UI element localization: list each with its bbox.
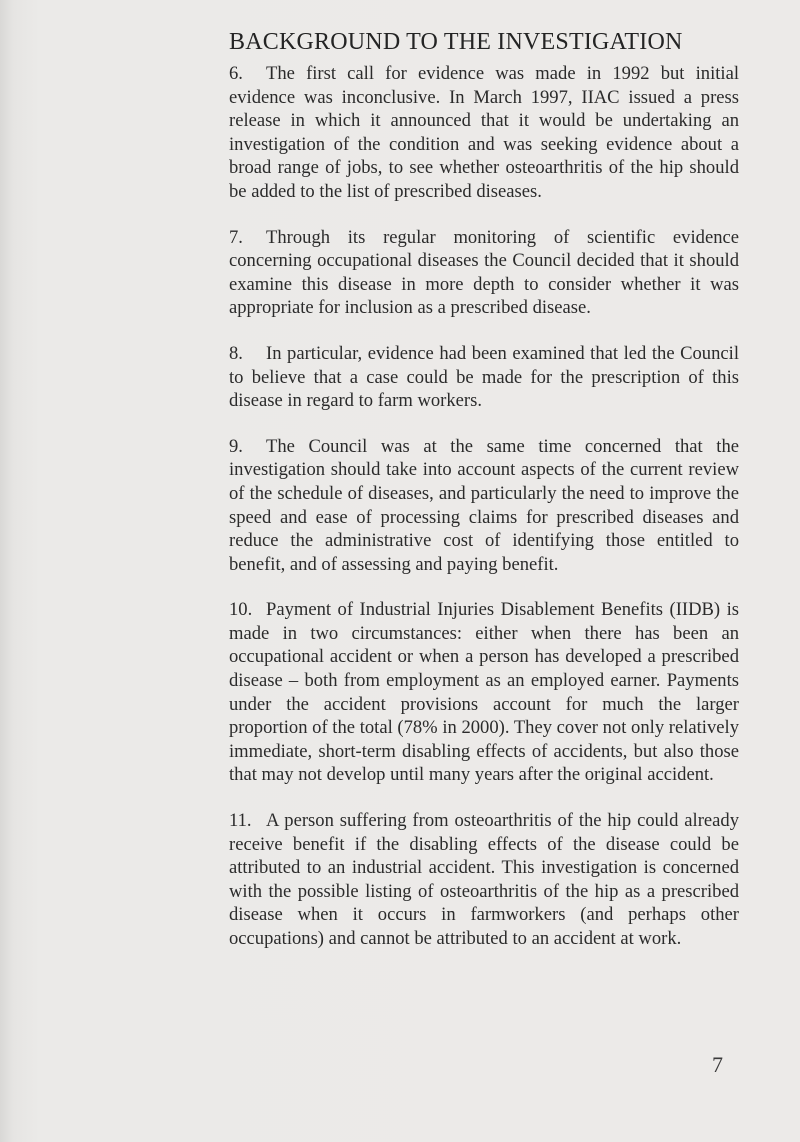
page-number: 7 — [712, 1052, 723, 1077]
paragraph-11 — [229, 809, 739, 951]
paragraph-number: 9. — [229, 435, 243, 457]
paragraph-number: 8. — [229, 342, 243, 364]
paragraph-6 — [229, 62, 739, 204]
paragraph-7 — [229, 226, 739, 320]
paragraph-text: A person suffering from osteoarthritis of the hip could already receive benefit if the disabling effects of the disease could be attributed to an industrial accident. This investigation is concerned with the possible listing of osteoarthritis of the hip as a prescribed disease when it occurs in farmworkers (and perhaps other occupations) and cannot be attributed to an accident at work. — [229, 810, 739, 949]
paragraph-text: The first call for evidence was made in 1992 but initial evidence was inconclusive. In March 1997, IIAC issued a press release in which it announced that it would be undertaking an investigation of the condition and was seeking evidence about a broad range of jobs, to see whether osteoarthritis of the hip should be added to the list of prescribed diseases. — [229, 63, 739, 202]
paragraph-number: 11. — [229, 810, 252, 832]
paragraph-text: Payment of Industrial Injuries Disablement Benefits (IIDB) is made in two circumstances: either when there has been an occupational accident or when a person has developed a prescribed disease – both from employment as an employed earner. Payments under the accident provisions account for much the larger proportion of the total (78% in 2000). They cover not only relatively immediate, short-term disabling effects of accidents, but also those that may not develop until many years after the original accident. — [229, 599, 739, 786]
paragraph-text: The Council was at the same time concerned that the investigation should take into account aspects of the current review of the schedule of diseases, and particularly the need to improve the speed and ease of processing claims for prescribed diseases and reduce the administrative cost of identifying those entitled to benefit, and of assessing and paying benefit. — [229, 435, 739, 575]
paragraph-number: 7. — [229, 226, 243, 248]
paragraph-10 — [229, 598, 739, 787]
paragraph-9 — [229, 435, 739, 577]
paragraph-text: Through its regular monitoring of scientific evidence concerning occupational diseases the Council decided that it should examine this disease in more depth to consider whether it was appropriate for inclusion as a prescribed disease. — [229, 226, 739, 319]
paragraph-8 — [229, 342, 739, 413]
paragraph-number: 10. — [229, 599, 253, 621]
paragraph-text: In particular, evidence had been examined that led the Council to believe that a case could be made for the prescription of this disease in regard to farm workers. — [229, 342, 739, 412]
page-content — [229, 26, 739, 973]
paragraph-number: 6. — [229, 63, 243, 84]
section-heading: BACKGROUND TO THE INVESTIGATION — [229, 29, 683, 55]
